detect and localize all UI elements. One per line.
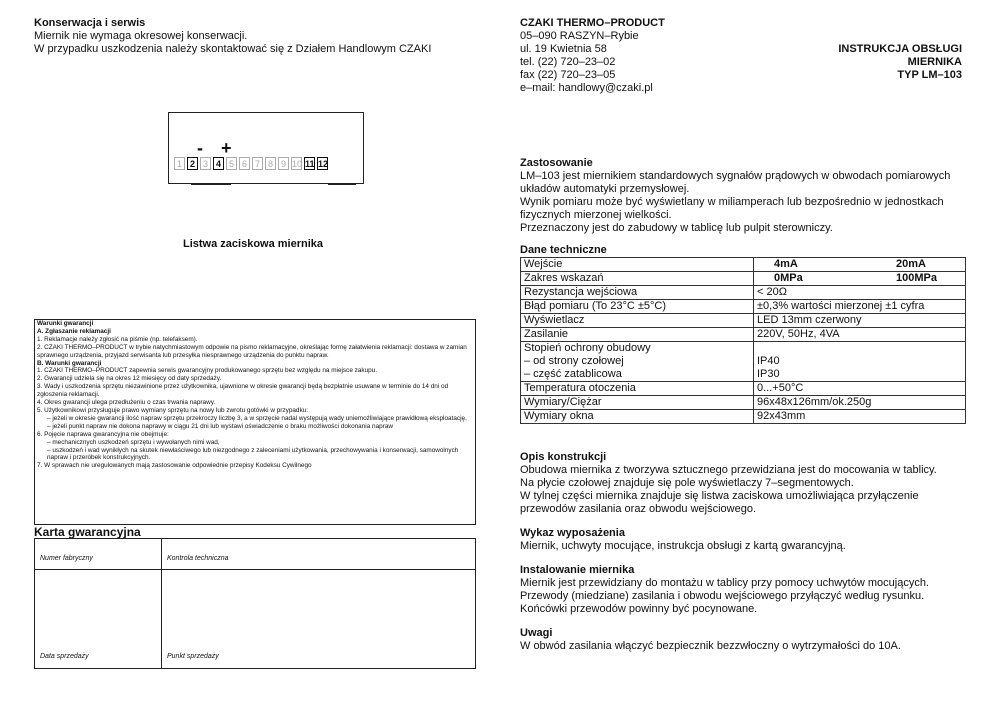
spec-row [521, 382, 966, 396]
warranty-b-5-sub-2: – jeżeli punkt napraw nie dokona naprawy w ciągu 21 dni lub wystawi oświadczenie o braku możliwości dokonania napraw [47, 422, 393, 430]
warranty-b-3: 3. Wady i uszkodzenia sprzętu niezawinione przez użytkownika, ujawnione w okresie gwarancji będą bezpłatnie usuwane w terminie do 14 dni od zgłoszenia reklamacji. [37, 383, 449, 399]
spec-key: Wejście [521, 258, 754, 272]
spec-value-max: 100MPa [893, 272, 966, 286]
construction-text: Obudowa miernika z tworzywa sztucznego przewidziana jest do mocowania w tablicy. Na płycie czołowej znajduje się pole wyświetlaczy 7–segmentowych. W tylnej części miernika znajduje się listwa zaciskowa umożliwiająca przyłączenie przewodów zasilania oraz obwodu wejściowego. [520, 464, 937, 515]
spec-row [521, 258, 966, 272]
terminal-11: 11 [305, 159, 315, 169]
spec-value: 96x48x126mm/ok.250g [754, 396, 966, 410]
company-line-2: 05–090 RASZYN–Rybie [520, 30, 639, 42]
spec-key: Temperatura otoczenia [521, 382, 754, 396]
terminal-underline-left [191, 184, 231, 185]
card-serial-label: Numer fabryczny [40, 555, 93, 562]
construction-title: Opis konstrukcji [520, 451, 607, 463]
spec-key: Wymiary okna [521, 410, 754, 424]
spec-value-min: 0MPa [754, 272, 894, 286]
notes-text: W obwód zasilania włączyć bezpiecznik bezzwłoczny o wytrzymałości do 10A. [520, 640, 901, 652]
terminal-1: 1 [174, 157, 185, 170]
spec-row [521, 286, 966, 300]
card-control-label: Kontrola techniczna [167, 555, 229, 562]
warranty-terms [34, 319, 476, 525]
spec-value: 0...+50°C [754, 382, 966, 396]
warranty-b-6-sub-2: – uszkodzeń i wad wynikłych na skutek niewłaściwego lub niezgodnego z zaleceniami użytkowania, przechowywania i konserwacji, samowolnych napraw i przeróbek konstrukcyjnych. [47, 446, 459, 462]
company-line-3: ul. 19 Kwietnia 58 [520, 43, 607, 55]
card-divider-v [161, 539, 162, 668]
warranty-a-title: A. Zgłaszanie reklamacji [37, 327, 111, 335]
maintenance-title: Konserwacja i serwis [34, 17, 146, 29]
spec-key: Wyświetlacz [521, 314, 754, 328]
equipment-text: Miernik, uchwyty mocujące, instrukcja obsługi z kartą gwarancyjną. [520, 540, 846, 552]
warranty-a-1: 1. Reklamacje należy zgłosić na piśmie (np. telefaksem). [37, 335, 198, 343]
terminal-7: 7 [252, 157, 263, 170]
equipment-title: Wykaz wyposażenia [520, 527, 625, 539]
spec-row [521, 300, 966, 314]
equipment-section [520, 527, 966, 553]
minus-sign: - [197, 138, 203, 158]
terminal-12: 12 [318, 159, 329, 169]
installation-text: Miernik jest przewidziany do montażu w tablicy przy pomocy uchwytów mocujących. Przewody (miedziane) zasilania i obwodu wejściowego przyłączyć według rysunku. Końcówki przewodów powinny być pocynowane. [520, 577, 929, 615]
terminal-4: 4 [213, 157, 224, 170]
card-divider-h [35, 569, 475, 570]
company-address [520, 17, 665, 95]
card-date-label: Data sprzedaży [40, 653, 89, 660]
warranty-card [34, 538, 476, 669]
terminal-9: 9 [278, 157, 289, 170]
spec-key: Rezystancja wejściowa [521, 286, 754, 300]
warranty-b-title: B. Warunki gwarancji [37, 359, 102, 367]
notes-section [520, 627, 966, 653]
warranty-a-2: 2. CZAKI THERMO–PRODUCT w trybie natychmiastowym odpowie na pismo reklamacyjne, określając formę załatwienia reklamacji: dostawa w zamian sprawnego urządzenia, przyjazd serwisanta lub przesyłka niesprawnego urządzenia do punktu napraw. [37, 343, 467, 359]
spec-row [521, 396, 966, 410]
spec-value: < 20Ω [754, 286, 966, 300]
warranty-b-7: 7. W sprawach nie uregulowanych mają zastosowanie odpowiednie przepisy Kodeksu Cywilnego [37, 462, 312, 470]
spec-row [521, 328, 966, 342]
warranty-title: Warunki gwarancji [37, 320, 94, 327]
terminal-2: 2 [187, 157, 198, 170]
document-title-line-3: TYP LM–103 [897, 69, 962, 81]
company-email: e–mail: handlowy@czaki.pl [520, 82, 653, 94]
spec-row [521, 314, 966, 328]
warranty-b-6-sub-1: – mechanicznych uszkodzeń sprzętu i wywołanych nimi wad, [47, 438, 220, 446]
spec-value: 220V, 50Hz, 4VA [754, 328, 966, 342]
spec-row [521, 410, 966, 424]
application-section [520, 157, 966, 235]
spec-key: Zakres wskazań [521, 272, 754, 286]
warranty-b-1: 1. CZAKI THERMO–PRODUCT zapewnia serwis gwarancyjny produkowanego sprzętu bez względu na miejsce zakupu. [37, 367, 378, 375]
construction-section [520, 451, 966, 516]
spec-value: LED 13mm czerwony [754, 314, 966, 328]
card-point-label: Punkt sprzedaży [167, 653, 219, 660]
company-line-5: fax (22) 720–23–05 [520, 69, 616, 81]
warranty-b-4: 4. Okres gwarancji ulega przedłużeniu o czas trwania naprawy. [37, 399, 216, 407]
spec-key: Zasilanie [521, 328, 754, 342]
terminal-6: 6 [239, 157, 250, 170]
specs-title: Dane techniczne [520, 244, 607, 256]
company-name: CZAKI THERMO–PRODUCT [520, 17, 665, 29]
specs-table [520, 257, 966, 424]
terminal-5: 5 [226, 157, 237, 170]
terminal-strip [174, 157, 328, 170]
spec-value: ±0,3% wartości mierzonej ±1 cyfra [754, 300, 966, 314]
warranty-b-2: 2. Gwarancji udziela się na okres 12 miesięcy od daty sprzedaży. [37, 375, 222, 383]
spec-value-max: 20mA [893, 258, 966, 272]
spec-row [521, 342, 966, 382]
terminal-10: 10 [292, 159, 303, 169]
spec-value: 92x43mm [754, 410, 966, 424]
notes-title: Uwagi [520, 627, 553, 639]
application-title: Zastosowanie [520, 157, 593, 169]
warranty-b-5: 5. Użytkownikowi przysługuje prawo wymiany sprzętu na nowy lub zwrotu gotówki w przypadku: [37, 406, 309, 414]
card-title: Karta gwarancyjna [34, 525, 141, 539]
spec-key: Stopień ochrony obudowy – od strony czołowej – część zatablicowa [521, 342, 754, 382]
spec-value: IP40 IP30 [754, 342, 966, 382]
spec-key: Wymiary/Ciężar [521, 396, 754, 410]
document-title-line-1: INSTRUKCJA OBSŁUGI [838, 43, 962, 55]
document-title [838, 43, 962, 82]
terminal-8: 8 [265, 157, 276, 170]
maintenance-section [34, 17, 431, 56]
terminal-diagram [168, 112, 364, 184]
plus-sign: + [221, 138, 232, 158]
terminal-caption: Listwa zaciskowa miernika [183, 238, 324, 250]
spec-value-min: 4mA [754, 258, 894, 272]
company-line-4: tel. (22) 720–23–02 [520, 56, 616, 68]
spec-key: Błąd pomiaru (To 23°C ±5°C) [521, 300, 754, 314]
warranty-b-6: 6. Pojęcie naprawa gwarancyjna nie obejmuje: [37, 430, 169, 438]
maintenance-line-1: Miernik nie wymaga okresowej konserwacji. [34, 30, 248, 42]
installation-section [520, 564, 966, 616]
application-text: LM–103 jest miernikiem standardowych sygnałów prądowych w obwodach pomiarowych układów automatyki przemysłowej. Wynik pomiaru może być wyświetlany w miliamperach lub bezpośrednio w jednostkach fizycznych mierzonej wielkości. Przeznaczony jest do zabudowy w tablicę lub pulpit sterowniczy. [520, 170, 951, 234]
spec-row [521, 272, 966, 286]
maintenance-line-2: W przypadku uszkodzenia należy skontaktować się z Działem Handlowym CZAKI [34, 43, 432, 55]
document-title-line-2: MIERNIKA [907, 56, 962, 68]
installation-title: Instalowanie miernika [520, 564, 635, 576]
warranty-b-5-sub-1: – jeżeli w okresie gwarancji ilość napraw sprzętu przekroczy liczbę 3, a w sprzęcie nadal występują wady uniemożliwiające prawidłową eksploatację, [47, 414, 467, 422]
terminal-3: 3 [200, 157, 211, 170]
terminal-underline-right [328, 184, 356, 185]
